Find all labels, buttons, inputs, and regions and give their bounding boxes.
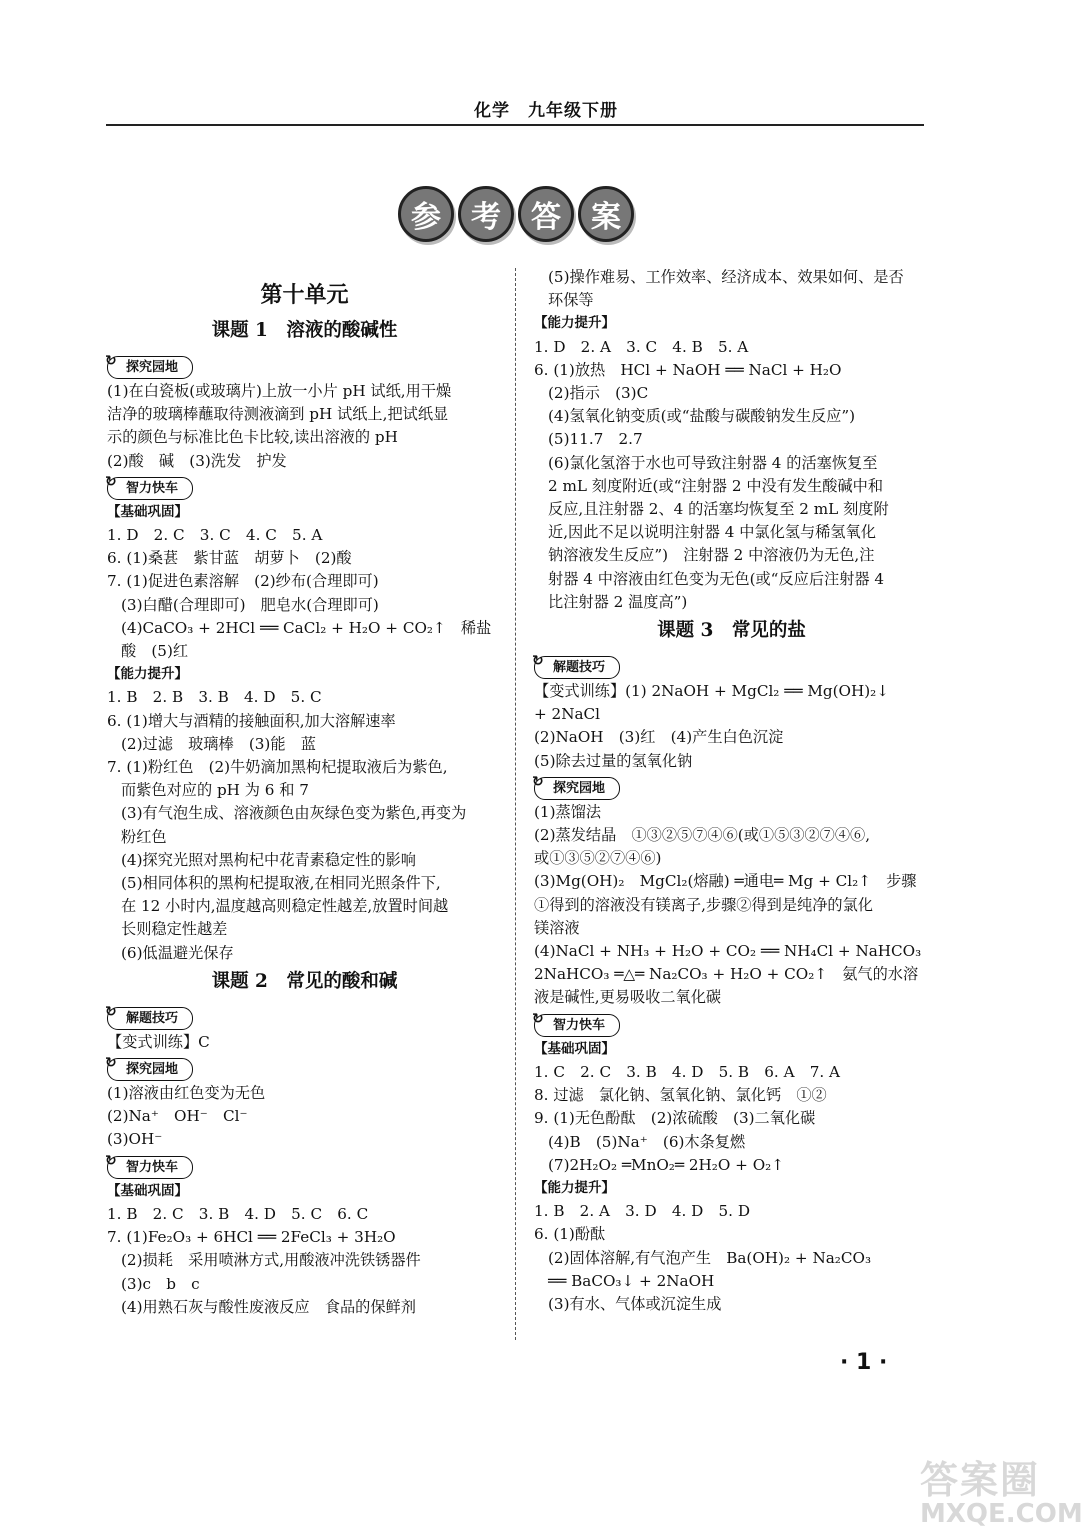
answer-line: 6. (1)酚酞 [534, 1225, 606, 1244]
answer-line: 【变式训练】(1) 2NaOH + MgCl₂ ══ Mg(OH)₂↓ [534, 682, 889, 701]
section-tag [532, 653, 620, 679]
answer-line: (3)有气泡生成、溶液颜色由灰绿色变为紫色,再变为 [121, 804, 467, 823]
answer-line: 9. (1)无色酚酞 (2)浓硫酸 (3)二氧化碳 [534, 1109, 816, 1128]
answer-line: 7. (1)Fe₂O₃ + 6HCl ══ 2FeCl₃ + 3H₂O [107, 1228, 396, 1247]
answer-line: (3)有水、气体或沉淀生成 [548, 1294, 722, 1313]
answer-line: (2)损耗 采用喷淋方式,用酸液冲洗铁锈器件 [121, 1251, 421, 1270]
section-tag-label: 智力快车 [126, 1159, 179, 1175]
section-tag-row [534, 1010, 929, 1038]
answer-line: (1)蒸馏法 [534, 802, 602, 821]
right-column [534, 266, 929, 1316]
section-tag-label: 智力快车 [553, 1017, 606, 1033]
answer-line: 2 mL 刻度附近(或“注射器 2 中没有发生酸碱中和 [548, 476, 884, 495]
section-tag-label: 解题技巧 [126, 1010, 179, 1026]
answer-line: 液是碱性,更易吸收二氧化碳 [534, 988, 722, 1007]
answer-line: 近,因此不足以说明注射器 4 中氯化氢与稀氢氧化 [548, 523, 876, 542]
answer-line: 射器 4 中溶液由红色变为无色(或“反应后注射器 4 [548, 569, 885, 588]
answer-line: 6. (1)桑葚 紫甘蓝 胡萝卜 (2)酸 [107, 549, 352, 568]
answer-line: 【变式训练】C [107, 1032, 210, 1051]
banner-char: 参 [398, 186, 454, 242]
answer-line: 镁溶液 [534, 918, 580, 937]
answer-line: (4)NaCl + NH₃ + H₂O + CO₂ ══ NH₄Cl + NaHCO₃ [534, 942, 922, 961]
answer-line: 7. (1)促进色素溶解 (2)纱布(合理即可) [107, 572, 379, 591]
answer-line: (3)白醋(合理即可) 肥皂水(合理即可) [121, 595, 379, 614]
arrow-swirl-icon: ↻ [105, 1152, 117, 1169]
answer-banner [398, 186, 634, 246]
column-divider [515, 268, 516, 1340]
answer-line: 7. (1)粉红色 (2)牛奶滴加黑枸杞提取液后为紫色, [107, 758, 448, 777]
section-tag-row [107, 473, 502, 501]
arrow-swirl-icon: ↻ [105, 473, 117, 490]
section-tag [105, 1055, 193, 1081]
answer-line: (4)氢氧化钠变质(或“盐酸与碳酸钠发生反应”) [548, 407, 856, 426]
section-tag [105, 1152, 193, 1179]
answer-line: 1. B 2. C 3. B 4. D 5. C 6. C [107, 1204, 369, 1223]
answer-line: 1. D 2. A 3. C 4. B 5. A [534, 337, 749, 356]
answer-line: (5)相同体积的黑枸杞提取液,在相同光照条件下, [121, 874, 441, 893]
header-rule [106, 124, 924, 126]
topic-title: 课题 2 常见的酸和碱 [211, 970, 398, 992]
answer-line: (4)用熟石灰与酸性废液反应 食品的保鲜剂 [121, 1297, 416, 1316]
watermark-logo [920, 1460, 1090, 1530]
topic-title: 课题 1 溶液的酸碱性 [211, 320, 398, 341]
answer-line: 酸 (5)红 [121, 642, 189, 661]
watermark-text: 答案圈 [920, 1458, 1041, 1502]
answer-line: (3)c b c [121, 1274, 200, 1293]
answer-line: 1. D 2. C 3. C 4. C 5. A [107, 526, 323, 545]
section-tag [532, 1010, 620, 1037]
unit-title: 第十单元 [260, 282, 349, 308]
answer-line: 8. 过滤 氯化钠、氢氧化钠、氯化钙 ①② [534, 1086, 827, 1105]
answer-line: (6)氯化氢溶于水也可导致注射器 4 的活塞恢复至 [548, 453, 878, 472]
answer-line: 反应,且注射器 2、4 的活塞均恢复至 2 mL 刻度附 [548, 500, 889, 519]
answer-line: 1. B 2. A 3. D 4. D 5. D [534, 1202, 750, 1221]
section-tag [105, 1003, 193, 1030]
left-column [107, 268, 502, 1319]
answer-line: 2NaHCO₃ ═△═ Na₂CO₃ + H₂O + CO₂↑ 氨气的水溶 [534, 965, 919, 984]
answer-line: (2)指示 (3)C [548, 384, 649, 403]
page-number: · 1 · [840, 1350, 888, 1375]
subsection-label: 【基础巩固】 [107, 503, 188, 520]
answer-line: 示的颜色与标准比色卡比较,读出溶液的 pH [107, 428, 398, 447]
section-tag-label: 智力快车 [126, 480, 179, 496]
section-tag-label: 探究园地 [553, 780, 606, 796]
answer-line: 比注射器 2 温度高”) [548, 592, 688, 611]
subsection-label: 【基础巩固】 [107, 1182, 188, 1199]
arrow-swirl-icon: ↻ [105, 1003, 117, 1020]
answer-line: (5)操作难易、工作效率、经济成本、效果如何、是否 [548, 268, 904, 286]
subsection-label: 【能力提升】 [534, 1179, 615, 1196]
watermark-url: MXQE.COM [920, 1499, 1083, 1529]
subsection-label: 【基础巩固】 [534, 1040, 615, 1057]
section-tag-row [107, 352, 502, 380]
answer-line: (2)Na⁺ OH⁻ Cl⁻ [107, 1107, 248, 1126]
banner-char: 答 [518, 186, 574, 242]
arrow-swirl-icon: ↻ [532, 1010, 544, 1027]
answer-line: (2)蒸发结晶 ①③②⑤⑦④⑥(或①⑤③②⑦④⑥, [534, 826, 871, 845]
subsection-label: 【能力提升】 [534, 315, 615, 332]
answer-line: (7)2H₂O₂ ═MnO₂═ 2H₂O + O₂↑ [548, 1155, 784, 1174]
section-tag-row [534, 773, 929, 801]
section-tag-label: 解题技巧 [553, 659, 606, 675]
section-tag-row [107, 1003, 502, 1031]
section-tag [105, 353, 193, 379]
answer-line: + 2NaCl [534, 705, 601, 724]
answer-line: (2)酸 碱 (3)洗发 护发 [107, 451, 287, 470]
answer-line: (5)11.7 2.7 [548, 430, 643, 449]
arrow-swirl-icon: ↻ [532, 773, 544, 790]
section-tag-row [534, 652, 929, 680]
answer-line: 而紫色对应的 pH 为 6 和 7 [121, 781, 309, 800]
answer-line: 或①③⑤②⑦④⑥) [534, 849, 662, 868]
answer-line: (5)除去过量的氢氧化钠 [534, 751, 693, 770]
answer-line: (6)低温避光保存 [121, 943, 234, 962]
section-tag-row [107, 1152, 502, 1180]
answer-line: 长则稳定性越差 [121, 920, 228, 939]
answer-line: (4)探究光照对黑枸杞中花青素稳定性的影响 [121, 850, 416, 869]
answer-line: 在 12 小时内,温度越高则稳定性越差,放置时间越 [121, 897, 449, 916]
answer-line: (1)溶液由红色变为无色 [107, 1084, 266, 1103]
arrow-swirl-icon: ↻ [105, 353, 117, 369]
answer-line: (3)OH⁻ [107, 1130, 163, 1149]
answer-line: (2)过滤 玻璃棒 (3)能 蓝 [121, 734, 316, 753]
banner-char: 案 [578, 186, 634, 242]
topic-title: 课题 3 常见的盐 [657, 620, 806, 642]
answer-line: (3)Mg(OH)₂ MgCl₂(熔融) ═通电═ Mg + Cl₂↑ 步骤 [534, 872, 917, 891]
answer-line: ①得到的溶液没有镁离子,步骤②得到是纯净的氯化 [534, 895, 873, 914]
arrow-swirl-icon: ↻ [105, 1055, 117, 1072]
section-tag [532, 773, 620, 800]
running-header: 化学 九年级下册 [474, 101, 618, 121]
section-tag [105, 473, 193, 500]
answer-line: (2)NaOH (3)红 (4)产生白色沉淀 [534, 728, 784, 747]
banner-char: 考 [458, 186, 514, 242]
subsection-label: 【能力提升】 [107, 666, 188, 683]
answer-line: (4)CaCO₃ + 2HCl ══ CaCl₂ + H₂O + CO₂↑ 稀盐 [121, 618, 492, 637]
answer-line: 粉红色 [121, 827, 167, 846]
answer-line: 6. (1)放热 HCl + NaOH ══ NaCl + H₂O [534, 360, 842, 379]
answer-line: ══ BaCO₃↓ + 2NaOH [548, 1271, 715, 1290]
answer-line: 6. (1)增大与酒精的接触面积,加大溶解速率 [107, 711, 396, 730]
section-tag-row [107, 1054, 502, 1082]
answer-line: 1. B 2. B 3. B 4. D 5. C [107, 688, 322, 707]
answer-line: 洁净的玻璃棒蘸取待测液滴到 pH 试纸上,把试纸显 [107, 405, 449, 424]
section-tag-label: 探究园地 [126, 359, 179, 375]
section-tag-label: 探究园地 [126, 1061, 179, 1077]
answer-line: 环保等 [548, 291, 594, 310]
answer-line: (1)在白瓷板(或玻璃片)上放一小片 pH 试纸,用干燥 [107, 382, 452, 400]
answer-line: 钠溶液发生反应”) 注射器 2 中溶液仍为无色,注 [548, 546, 875, 565]
arrow-swirl-icon: ↻ [532, 653, 544, 670]
answer-line: (4)B (5)Na⁺ (6)木条复燃 [548, 1132, 746, 1151]
answer-line: 1. C 2. C 3. B 4. D 5. B 6. A 7. A [534, 1062, 841, 1081]
answer-line: (2)固体溶解,有气泡产生 Ba(OH)₂ + Na₂CO₃ [548, 1248, 872, 1267]
